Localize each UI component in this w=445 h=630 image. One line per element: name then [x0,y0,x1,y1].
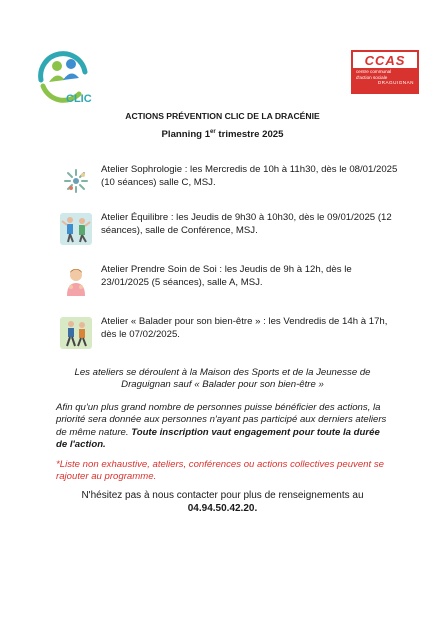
clic-logo [33,50,95,106]
activity-sophrology [57,162,402,200]
planning-suffix: trimestre 2025 [215,129,284,140]
activity-text: Atelier Prendre Soin de Soi : les Jeudis de 9h à 12h, dès le 23/01/2025 (5 séances), salle A, MSJ. [101,264,352,288]
contact-phone: 04.94.50.42.20. [187,503,258,514]
activity-text: Atelier Sophrologie : les Mercredis de 10h à 11h30, dès le 08/01/2025 (10 séances) salle C, MSJ. [101,164,398,188]
activity-walking [57,314,402,352]
sophrology-icon [57,162,95,200]
planning-prefix: Planning 1 [161,129,211,140]
self-care-icon [57,262,95,300]
ccas-city: DRAGUIGNAN [377,80,414,86]
page-title: ACTIONS PRÉVENTION CLIC DE LA DRACÉNIE [125,111,320,121]
priority-note [56,402,389,452]
location-note: Les ateliers se déroulent à la Maison des Sports et de la Jeunesse de Draguignan sauf « Balader pour son bien-être » [74,367,371,391]
activity-text: Atelier « Balader pour son bien-être » : les Vendredis de 14h à 17h, dès le 07/02/2025. [101,316,388,340]
priority-text: Afin qu'un plus grand nombre de personnes puisse bénéficier des actions, la priorité sera donnée aux personnes n'ayant pas participé aux derniers ateliers de même nature. [56,402,387,438]
ccas-line1: centre communal [356,69,392,74]
activity-text: Atelier Équilibre : les Jeudis de 9h30 à 10h30, dès le 09/01/2025 (12 séances), salle de Conférence, MSJ. [101,212,392,236]
ccas-logo [351,50,419,94]
priority-bold-text: Toute inscription vaut engagement pour toute la durée de l'action. [56,426,380,451]
clic-logo-text: CLIC [66,93,92,105]
planning-sup: er [210,128,216,135]
walking-icon [57,314,95,352]
activity-self-care [57,262,402,300]
ccas-logo-text: CCAS [364,52,406,68]
activity-balance [57,210,402,248]
clic-logo-graphic [33,50,95,106]
ccas-line2: d'action sociale [356,74,388,80]
disclaimer-note: *Liste non exhaustive, ateliers, conférences ou actions collectives peuvent se rajouter au programme. [56,459,384,483]
balance-icon [57,210,95,248]
contact-text: N'hésitez pas à nous contacter pour plus de renseignements au [81,490,364,501]
planning-subtitle [0,129,445,140]
